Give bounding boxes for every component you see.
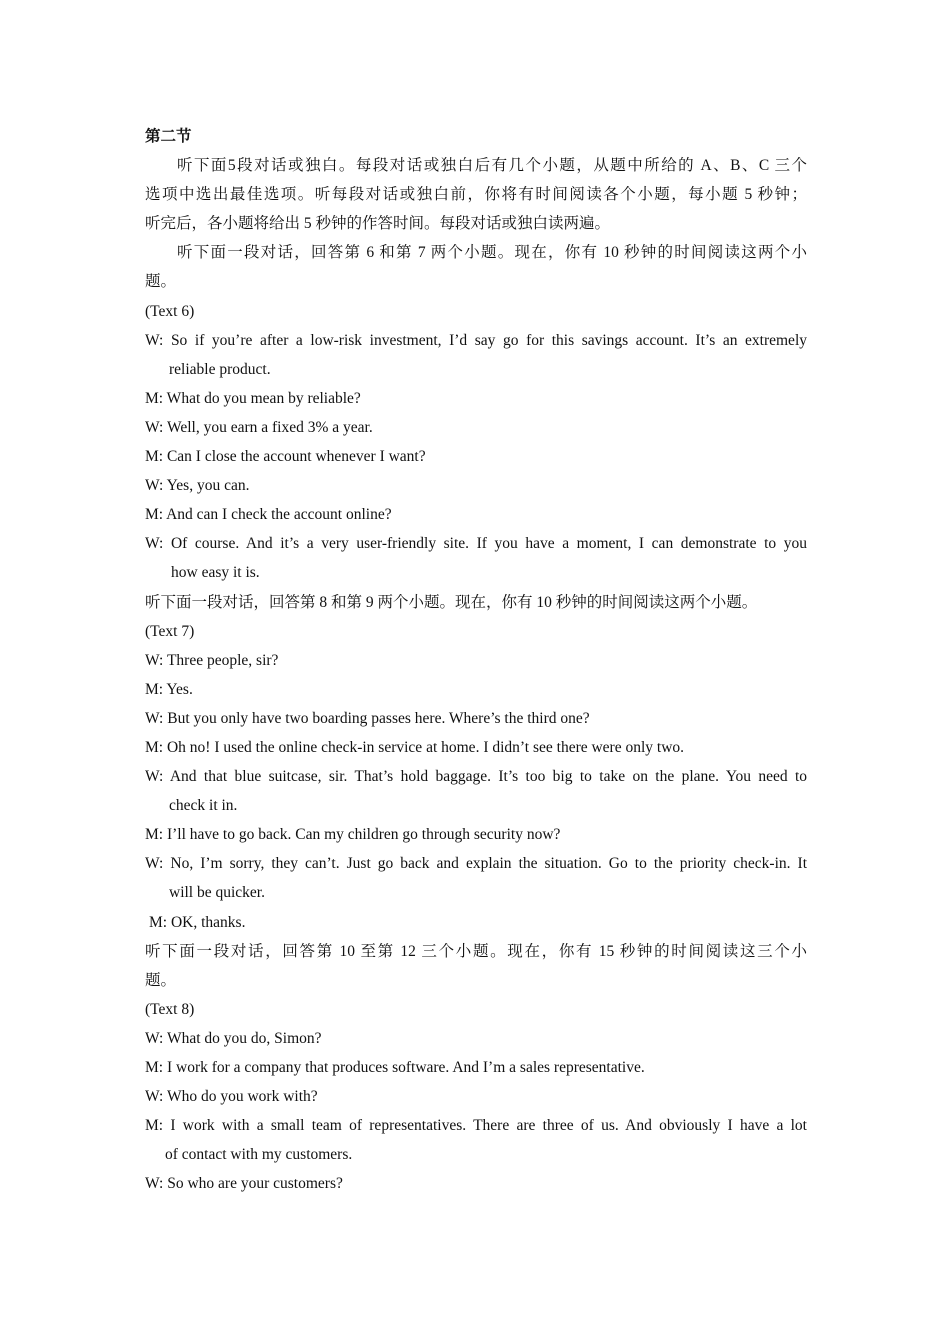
dialogue-line: M: What do you mean by reliable? <box>145 389 361 407</box>
dialogue-line: W: And that blue suitcase, sir. That’s hold baggage. It’s too big to take on the plane. You need to <box>145 768 807 786</box>
text8-label: (Text 8) <box>145 1000 195 1018</box>
dialogue-line: M: Yes. <box>145 680 193 698</box>
dialogue-line: W: But you only have two boarding passes here. Where’s the third one? <box>145 709 590 727</box>
dialogue-line: W: Of course. And it’s a very user-friendly site. If you have a moment, I can demonstrate to you <box>145 535 807 553</box>
instructions-line: 选项中选出最佳选项。听每段对话或独白前，你将有时间阅读各个小题，每小题 5 秒钟； <box>145 186 807 204</box>
instructions-line: 听完后，各小题将给出 5 秒钟的作答时间。每段对话或独白读两遍。 <box>145 215 611 233</box>
dialogue-line: W: Who do you work with? <box>145 1088 318 1106</box>
dialogue-line: M: And can I check the account online? <box>145 506 392 524</box>
dialogue-line: W: Well, you earn a fixed 3% a year. <box>145 418 373 436</box>
dialogue-line: W: Yes, you can. <box>145 477 250 495</box>
dialogue-line: M: Oh no! I used the online check-in service at home. I didn’t see there were only two. <box>145 738 685 756</box>
dialogue-line: will be quicker. <box>169 884 265 902</box>
dialogue-line: W: Three people, sir? <box>145 651 279 669</box>
dialogue-line: W: So if you’re after a low-risk investment, I’d say go for this savings account. It’s an extremely <box>145 331 807 349</box>
dialogue-line: M: OK, thanks. <box>149 913 246 931</box>
dialogue-line: W: No, I’m sorry, they can’t. Just go back and explain the situation. Go to the priority check-in. It <box>145 855 807 873</box>
instructions-line: 听下面5段对话或独白。每段对话或独白后有几个小题，从题中所给的 A、B、C 三个 <box>177 157 807 175</box>
dialogue-line: reliable product. <box>169 360 271 378</box>
section-title: 第二节 <box>145 128 192 145</box>
dialogue-line: M: I work for a company that produces software. And I’m a sales representative. <box>145 1059 645 1076</box>
dialogue-line: W: What do you do, Simon? <box>145 1029 322 1047</box>
text8-prompt: 听下面一段对话，回答第 10 至第 12 三个小题。现在，你有 15 秒钟的时间阅读这三个小 <box>145 942 807 960</box>
document-page <box>145 122 807 1198</box>
dialogue-line: M: I work with a small team of representatives. There are three of us. And obviously I have a lot <box>145 1117 807 1135</box>
dialogue-line: M: I’ll have to go back. Can my children go through security now? <box>145 826 561 844</box>
text7-prompt: 听下面一段对话，回答第 8 和第 9 两个小题。现在，你有 10 秒钟的时间阅读这两个小题。 <box>145 593 758 611</box>
text6-prompt: 题。 <box>145 273 177 291</box>
text8-prompt: 题。 <box>145 971 177 989</box>
dialogue-line: how easy it is. <box>171 564 260 582</box>
text6-prompt: 听下面一段对话，回答第 6 和第 7 两个小题。现在，你有 10 秒钟的时间阅读这两个小 <box>177 244 807 262</box>
text6-label: (Text 6) <box>145 302 195 320</box>
dialogue-line: check it in. <box>169 797 238 815</box>
dialogue-line: W: So who are your customers? <box>145 1175 343 1193</box>
dialogue-line: M: Can I close the account whenever I want? <box>145 448 426 466</box>
text7-label: (Text 7) <box>145 622 195 640</box>
dialogue-line: of contact with my customers. <box>165 1146 353 1164</box>
